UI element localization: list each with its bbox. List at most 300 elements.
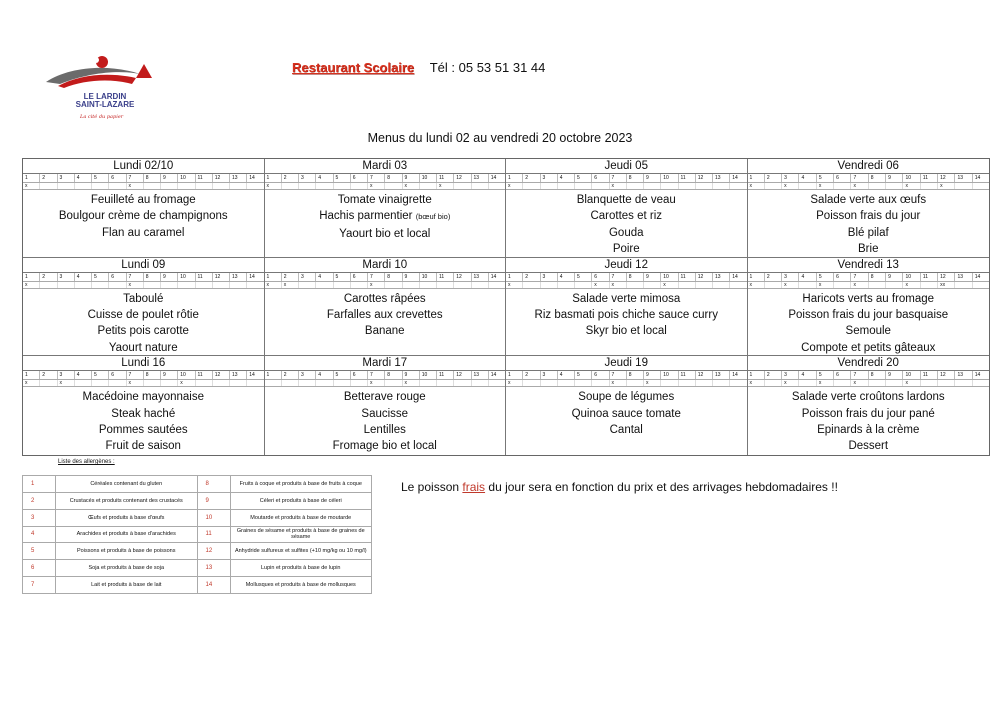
allergen-number: 6 <box>592 174 609 182</box>
allergen-number-row <box>748 174 990 183</box>
dish-name: Haricots verts au fromage <box>802 292 935 305</box>
allergen-number: 11 <box>437 174 454 182</box>
allergen-mark <box>799 183 816 189</box>
allergen-mark <box>765 183 782 189</box>
menu-grid <box>22 158 990 456</box>
allergen-number: 7 <box>368 174 385 182</box>
dish-item <box>265 291 506 307</box>
dish-item <box>265 422 506 438</box>
day-menu-cell <box>265 159 507 258</box>
note-before: Le poisson <box>401 480 463 494</box>
allergen-mark <box>282 380 299 386</box>
allergen-number: 8 <box>869 371 886 379</box>
allergen-mark <box>299 380 316 386</box>
allergen-mark <box>75 282 92 288</box>
allergen-mark <box>437 380 454 386</box>
dish-name: Skyr bio et local <box>585 325 667 338</box>
allergen-number: 11 <box>679 174 696 182</box>
allergen-number: 9 <box>886 273 903 281</box>
allergen-number: 5 <box>575 371 592 379</box>
allergen-number: 3 <box>58 174 75 182</box>
allergen-mark-row <box>748 282 990 289</box>
logo-line1: LE LARDIN <box>83 92 127 101</box>
dish-list <box>23 387 264 454</box>
allergen-label: Céleri et produits à base de céleri <box>230 492 372 509</box>
allergen-mark <box>299 282 316 288</box>
allergen-number: 13 <box>472 273 489 281</box>
allergen-label: Céréales contenant du gluten <box>56 476 198 493</box>
allergen-number: 3 <box>541 174 558 182</box>
allergen-mark <box>955 380 972 386</box>
allergen-mark-row <box>265 282 506 289</box>
allergen-mark <box>869 282 886 288</box>
day-menu-cell <box>23 258 265 357</box>
allergen-number: 10 <box>178 273 195 281</box>
dish-list <box>748 190 990 257</box>
allergen-number: 4 <box>799 174 816 182</box>
allergen-mark <box>955 282 972 288</box>
allergen-number: 6 <box>109 273 126 281</box>
phone-number: Tél : 05 53 51 31 44 <box>429 60 546 75</box>
dish-list <box>265 387 506 454</box>
dish-name: Poire <box>612 242 640 255</box>
allergen-mark <box>558 380 575 386</box>
allergen-mark: x <box>782 282 799 288</box>
allergen-number: 14 <box>490 273 497 280</box>
day-title: Vendredi 13 <box>748 258 990 273</box>
allergen-mark <box>713 282 730 288</box>
allergen-number: 1 <box>748 371 765 379</box>
dish-name: Boulgour crème de champignons <box>58 210 228 223</box>
dish-item <box>506 241 747 257</box>
allergen-number: 11 <box>921 273 938 281</box>
allergen-number-row <box>748 371 990 380</box>
allergen-mark <box>696 183 713 189</box>
allergen-number: 2 <box>765 174 782 182</box>
allergen-number: 10 <box>420 371 437 379</box>
dish-item <box>506 422 747 438</box>
allergen-number: 12 <box>938 174 955 182</box>
allergen-code: 12 <box>197 543 230 560</box>
day-menu-cell <box>23 356 265 455</box>
allergen-number: 8 <box>144 273 161 281</box>
allergen-mark <box>679 282 696 288</box>
allergen-row <box>23 526 372 543</box>
allergen-mark <box>627 380 644 386</box>
dish-item <box>748 291 990 307</box>
allergen-mark: x <box>368 380 385 386</box>
allergen-number: 12 <box>213 273 230 281</box>
allergen-mark <box>541 380 558 386</box>
allergen-number: 1 <box>506 273 523 281</box>
allergen-mark <box>265 380 282 386</box>
allergen-mark <box>58 282 75 288</box>
dish-item <box>506 192 747 208</box>
allergen-mark <box>869 380 886 386</box>
allergen-number: 4 <box>316 273 333 281</box>
dish-item <box>265 323 506 339</box>
allergen-mark <box>454 380 471 386</box>
allergen-number: 12 <box>213 174 230 182</box>
note-highlight: frais <box>462 480 486 494</box>
allergen-mark: x <box>851 183 868 189</box>
allergen-code: 11 <box>197 526 230 543</box>
allergen-row <box>23 577 372 594</box>
dish-item <box>506 225 747 241</box>
dish-item <box>23 406 264 422</box>
dish-name: Yaourt nature <box>108 341 178 354</box>
allergen-mark <box>627 183 644 189</box>
allergen-number: 13 <box>955 273 972 281</box>
allergen-mark: x <box>506 380 523 386</box>
allergen-mark <box>834 380 851 386</box>
dish-name: Petits pois carotte <box>97 325 189 338</box>
allergen-code: 6 <box>23 560 56 577</box>
allergen-mark <box>575 380 592 386</box>
dish-name: Pommes sautées <box>98 423 188 436</box>
allergen-number: 13 <box>230 371 247 379</box>
allergen-code: 8 <box>197 476 230 493</box>
allergen-number: 1 <box>748 174 765 182</box>
allergen-mark <box>196 380 213 386</box>
allergen-number: 5 <box>334 371 351 379</box>
allergen-number: 5 <box>334 273 351 281</box>
dish-name: Carottes et riz <box>590 210 663 223</box>
dish-name: Poisson frais du jour <box>816 210 921 223</box>
day-menu-cell <box>506 159 748 258</box>
dish-name: Saucisse <box>361 407 409 420</box>
allergen-number: 14 <box>974 175 981 181</box>
allergen-mark: x <box>58 380 75 386</box>
allergen-mark <box>144 380 161 386</box>
allergen-mark <box>351 183 368 189</box>
allergen-number: 2 <box>282 371 299 379</box>
allergen-mark <box>316 380 333 386</box>
allergen-mark <box>472 380 489 386</box>
allergen-number-row <box>506 174 747 183</box>
allergen-number-row <box>265 174 506 183</box>
allergen-number: 2 <box>40 371 57 379</box>
allergen-number: 3 <box>299 273 316 281</box>
dish-name: Riz basmati pois chiche sauce curry <box>534 308 718 321</box>
dish-item <box>23 208 264 224</box>
allergen-number: 9 <box>161 273 178 281</box>
allergen-number: 12 <box>938 273 955 281</box>
fish-note <box>401 480 838 494</box>
allergen-mark <box>575 282 592 288</box>
allergen-number: 10 <box>903 273 920 281</box>
allergen-mark <box>178 183 195 189</box>
day-menu-cell <box>748 356 990 455</box>
note-after: du jour sera en fonction du prix et des arrivages hebdomadaires !! <box>485 480 838 494</box>
allergen-number: 13 <box>955 371 972 379</box>
allergen-number: 13 <box>472 371 489 379</box>
dish-item <box>506 291 747 307</box>
allergen-number: 3 <box>782 371 799 379</box>
allergen-number: 6 <box>351 371 368 379</box>
day-menu-cell <box>748 258 990 357</box>
allergen-number: 5 <box>334 174 351 182</box>
allergen-mark <box>644 282 661 288</box>
allergen-mark <box>644 183 661 189</box>
allergen-number: 13 <box>713 273 730 281</box>
allergen-mark-row <box>506 380 747 387</box>
allergen-number: 5 <box>817 174 834 182</box>
allergen-label: Lupin et produits à base de lupin <box>230 560 372 577</box>
allergen-number: 14 <box>249 372 255 379</box>
allergen-number-row <box>265 273 506 282</box>
allergen-mark <box>541 282 558 288</box>
dish-list <box>23 190 264 241</box>
dish-name: Yaourt bio et local <box>339 227 431 240</box>
allergen-number: 14 <box>249 273 255 280</box>
allergen-code: 10 <box>197 509 230 526</box>
allergen-mark <box>316 183 333 189</box>
allergen-number: 10 <box>178 174 195 182</box>
allergen-number: 8 <box>869 273 886 281</box>
dish-item <box>23 192 264 208</box>
allergen-row <box>23 543 372 560</box>
dish-name: Fromage bio et local <box>332 440 437 453</box>
allergen-number: 8 <box>385 371 402 379</box>
allergen-mark: x <box>127 282 144 288</box>
dish-item <box>265 406 506 422</box>
allergen-mark <box>334 380 351 386</box>
allergen-number: 6 <box>351 174 368 182</box>
allergen-number: 11 <box>196 273 213 281</box>
allergen-mark <box>334 183 351 189</box>
day-title: Jeudi 12 <box>506 258 747 273</box>
allergen-mark: x <box>817 380 834 386</box>
allergen-mark <box>955 183 972 189</box>
allergen-label: Crustacés et produits contenant des crustacés <box>56 492 198 509</box>
allergen-number: 7 <box>851 174 868 182</box>
allergen-mark <box>921 183 938 189</box>
dish-item <box>748 422 990 438</box>
dish-name: Salade verte aux œufs <box>810 194 927 206</box>
allergen-mark: x <box>437 183 454 189</box>
allergen-number: 14 <box>974 372 981 379</box>
allergen-number-row <box>748 273 990 282</box>
allergen-number: 7 <box>610 371 627 379</box>
dish-item <box>23 422 264 438</box>
allergen-mark: x <box>127 380 144 386</box>
allergen-number: 11 <box>679 273 696 281</box>
allergen-number: 2 <box>765 371 782 379</box>
allergen-mark <box>973 282 989 288</box>
allergen-label: Graines de sésame et produits à base de graines de sésame <box>230 526 372 543</box>
allergen-number: 7 <box>610 273 627 281</box>
allergen-number: 9 <box>886 371 903 379</box>
allergen-table <box>22 475 372 594</box>
allergen-number: 4 <box>316 371 333 379</box>
allergen-number: 13 <box>955 174 972 182</box>
allergen-number: 6 <box>592 371 609 379</box>
allergen-number: 9 <box>403 371 420 379</box>
allergen-mark-row <box>23 380 264 387</box>
allergen-mark <box>385 183 402 189</box>
allergen-number: 13 <box>713 371 730 379</box>
allergen-number: 3 <box>58 371 75 379</box>
dish-item <box>265 307 506 323</box>
allergen-mark: x <box>592 282 609 288</box>
allergen-mark <box>454 282 471 288</box>
allergen-number-row <box>506 273 747 282</box>
allergen-number: 12 <box>696 174 713 182</box>
allergen-number: 10 <box>661 371 678 379</box>
allergen-mark <box>679 183 696 189</box>
dish-name: Quinoa sauce tomate <box>571 407 681 420</box>
logo-swoosh-icon <box>40 48 180 98</box>
dish-name: Fruit de saison <box>105 440 181 453</box>
dish-list <box>23 289 264 356</box>
dish-item <box>748 438 990 454</box>
dish-item <box>506 389 747 405</box>
dish-item <box>265 208 506 225</box>
allergen-mark <box>523 380 540 386</box>
allergen-mark <box>523 282 540 288</box>
allergen-number: 3 <box>299 174 316 182</box>
allergen-mark <box>316 282 333 288</box>
allergen-number: 4 <box>316 174 333 182</box>
allergen-number: 12 <box>213 371 230 379</box>
allergen-mark: x <box>23 380 40 386</box>
allergen-mark: x <box>903 380 920 386</box>
day-menu-cell <box>265 258 507 357</box>
dish-item <box>748 241 990 257</box>
allergen-mark: x <box>782 380 799 386</box>
dish-list <box>265 289 506 340</box>
allergen-mark <box>420 380 437 386</box>
allergen-mark: xx <box>938 282 955 288</box>
allergen-number: 7 <box>368 273 385 281</box>
allergen-mark <box>161 183 178 189</box>
allergen-number: 9 <box>403 273 420 281</box>
allergen-label: Fruits à coque et produits à base de fruits à coque <box>230 476 372 493</box>
allergen-mark <box>938 380 955 386</box>
allergen-label: Moutarde et produits à base de moutarde <box>230 509 372 526</box>
allergen-number: 3 <box>782 273 799 281</box>
allergen-number: 2 <box>40 174 57 182</box>
allergen-mark-row <box>748 183 990 190</box>
allergen-number: 2 <box>282 174 299 182</box>
logo-name <box>50 93 160 109</box>
allergen-mark: x <box>851 282 868 288</box>
allergen-number: 11 <box>437 371 454 379</box>
allergen-number: 14 <box>249 175 255 181</box>
allergen-mark <box>420 183 437 189</box>
allergen-mark <box>489 380 505 386</box>
allergen-number: 3 <box>782 174 799 182</box>
allergen-label: Œufs et produits à base d'œufs <box>56 509 198 526</box>
allergen-number: 6 <box>351 273 368 281</box>
allergen-label: Poissons et produits à base de poissons <box>56 543 198 560</box>
allergen-number: 14 <box>732 372 738 379</box>
allergen-mark <box>886 380 903 386</box>
allergen-row <box>23 492 372 509</box>
dish-name: Dessert <box>848 440 889 453</box>
dish-name: Soupe de légumes <box>578 391 675 404</box>
dish-item <box>23 340 264 356</box>
allergen-number: 8 <box>144 371 161 379</box>
allergen-code: 1 <box>23 476 56 493</box>
allergen-mark <box>592 380 609 386</box>
dish-name: Banane <box>364 325 405 338</box>
dish-item <box>265 192 506 208</box>
allergen-number: 10 <box>661 273 678 281</box>
allergen-mark <box>40 183 57 189</box>
allergen-mark-row <box>506 183 747 190</box>
allergen-mark <box>230 183 247 189</box>
allergen-mark: x <box>782 183 799 189</box>
restaurant-title: Restaurant Scolaire <box>292 60 415 75</box>
allergen-mark: x <box>817 282 834 288</box>
allergen-number: 8 <box>385 174 402 182</box>
allergen-number: 1 <box>23 371 40 379</box>
allergen-number: 14 <box>732 175 738 181</box>
logo-line2: SAINT-LAZARE <box>75 100 135 109</box>
day-menu-cell <box>748 159 990 258</box>
allergen-mark: x <box>903 282 920 288</box>
allergen-mark <box>679 380 696 386</box>
allergen-number: 13 <box>230 174 247 182</box>
allergen-mark <box>489 282 505 288</box>
allergen-mark <box>178 282 195 288</box>
dish-name: Gouda <box>608 226 644 239</box>
allergen-number: 5 <box>92 371 109 379</box>
dish-name: Taboulé <box>123 292 164 305</box>
allergen-mark: x <box>178 380 195 386</box>
allergen-mark <box>661 183 678 189</box>
allergen-mark <box>40 282 57 288</box>
allergen-number: 1 <box>265 371 282 379</box>
allergen-number: 8 <box>627 174 644 182</box>
allergen-number: 10 <box>661 174 678 182</box>
allergen-mark <box>196 183 213 189</box>
allergen-code: 13 <box>197 560 230 577</box>
dish-name: Poisson frais du jour basquaise <box>788 308 949 321</box>
dish-name: Cuisse de poulet rôtie <box>87 308 199 321</box>
allergen-number: 5 <box>575 273 592 281</box>
dish-item <box>748 208 990 224</box>
allergen-mark <box>834 183 851 189</box>
allergen-mark <box>92 282 109 288</box>
dish-item <box>265 389 506 405</box>
allergen-mark <box>973 183 989 189</box>
allergen-mark <box>696 380 713 386</box>
allergen-number: 3 <box>541 273 558 281</box>
dish-name: Flan au caramel <box>102 226 185 239</box>
allergen-number: 9 <box>886 174 903 182</box>
allergen-mark <box>454 183 471 189</box>
allergen-mark-row <box>23 183 264 190</box>
allergen-number: 2 <box>282 273 299 281</box>
allergen-mark <box>230 282 247 288</box>
allergen-number: 6 <box>834 273 851 281</box>
allergen-code: 2 <box>23 492 56 509</box>
dish-name: Salade verte mimosa <box>572 292 681 305</box>
allergen-number: 11 <box>921 371 938 379</box>
allergen-mark: x <box>282 282 299 288</box>
allergen-number: 2 <box>765 273 782 281</box>
dish-item <box>265 438 506 454</box>
allergen-number: 2 <box>523 174 540 182</box>
dish-note: (bœuf bio) <box>415 212 451 222</box>
allergen-mark <box>282 183 299 189</box>
allergen-number: 13 <box>230 273 247 281</box>
allergen-number: 11 <box>196 174 213 182</box>
allergen-mark <box>799 380 816 386</box>
